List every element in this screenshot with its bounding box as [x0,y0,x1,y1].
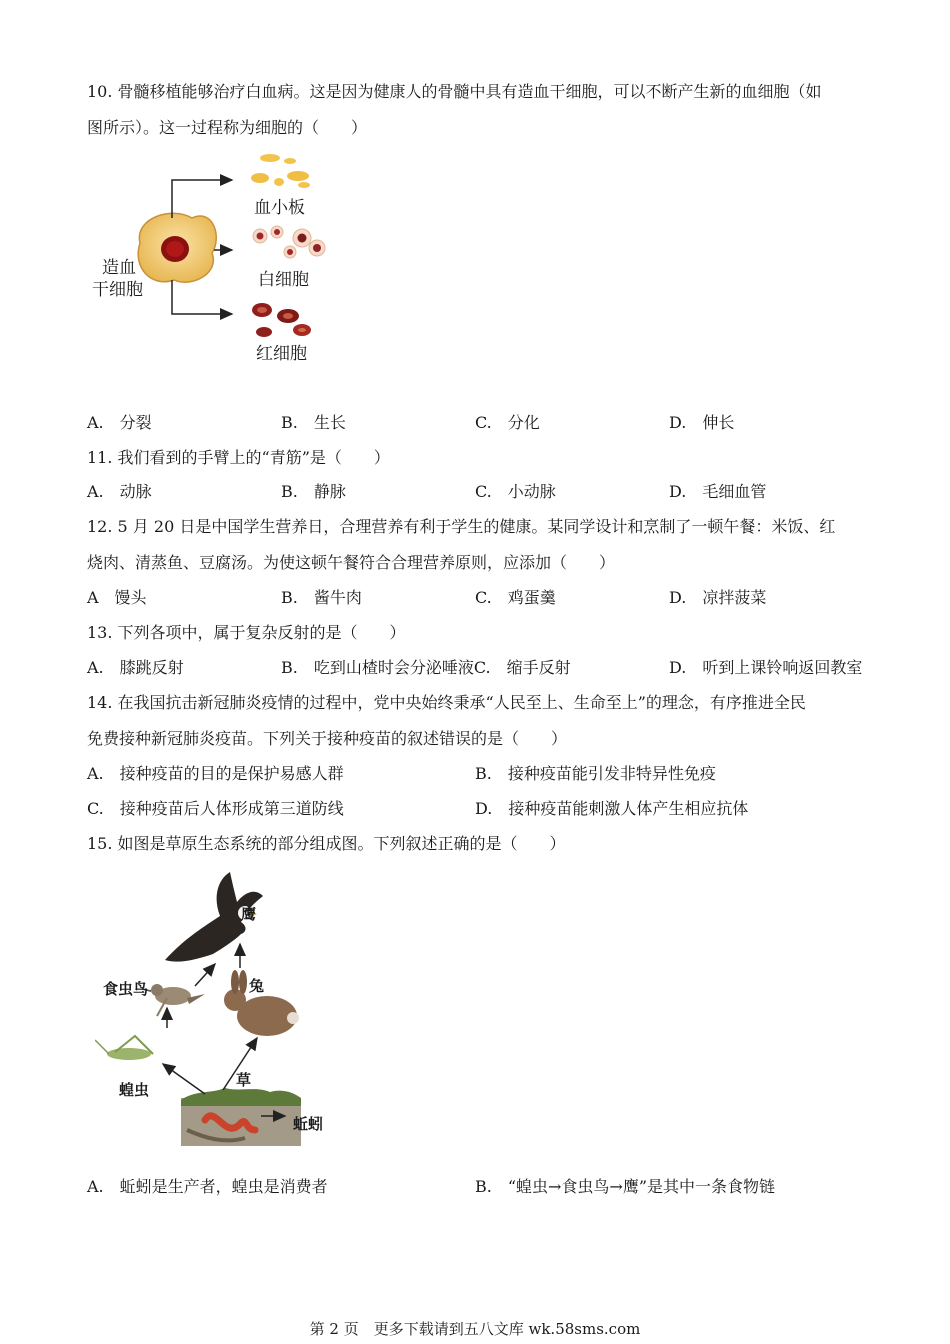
q10-stem-line2: 图所示）。这一过程称为细胞的（ ） [87,118,368,137]
q15-option-a: A. 蚯蚓是生产者，蝗虫是消费者 [87,1177,328,1196]
q11-option-b: B. 静脉 [281,482,346,501]
q11-option-d: D. 毛细血管 [669,482,767,501]
q10-stem-line1: 10. 骨髓移植能够治疗白血病。这是因为健康人的骨髓中具有造血干细胞，可以不断产生新的血细胞（如 [87,82,822,101]
q14-stem-line2: 免费接种新冠肺炎疫苗。下列关于接种疫苗的叙述错误的是（ ） [87,729,568,748]
platelet-icon [251,154,310,188]
q13-option-d: D. 听到上课铃响返回教室 [669,658,863,677]
q14-option-c: C. 接种疫苗后人体形成第三道防线 [87,799,344,818]
q15-option-b: B. “蝗虫→食虫鸟→鹰”是其中一条食物链 [475,1177,776,1196]
platelet-label: 血小板 [254,198,305,218]
q14-option-a: A. 接种疫苗的目的是保护易感人群 [87,764,344,783]
grasshopper-label: 蝗虫 [119,1081,150,1099]
q13-option-b-c: B. 吃到山楂时会分泌唾液C. 缩手反射 [281,658,571,677]
stem-cell-icon [138,213,216,282]
q12-stem-line2: 烧肉、清蒸鱼、豆腐汤。为使这顿午餐符合合理营养原则，应添加（ ） [87,553,616,572]
q14-option-b: B. 接种疫苗能引发非特异性免疫 [475,764,716,783]
q10-option-d: D. 伸长 [669,413,735,432]
q14-option-d: D. 接种疫苗能刺激人体产生相应抗体 [475,799,749,818]
q13-stem: 13. 下列各项中，属于复杂反射的是（ ） [87,623,406,642]
rabbit-label: 兔 [249,977,265,995]
q15-stem: 15. 如图是草原生态系统的部分组成图。下列叙述正确的是（ ） [87,834,566,853]
food-web-figure [95,868,355,1153]
q13-option-a: A. 膝跳反射 [87,658,184,677]
grasshopper-icon [95,1036,153,1060]
q12-option-a: A 馒头 [87,588,147,607]
red-blood-cell-icon [252,303,311,337]
q11-option-c: C. 小动脉 [475,482,556,501]
stem-cell-label-2: 干细胞 [92,280,143,300]
grass-soil-icon [181,1088,301,1146]
q11-stem: 11. 我们看到的手臂上的“青筋”是（ ） [87,448,390,467]
q12-stem-line1: 12. 5 月 20 日是中国学生营养日，合理营养有利于学生的健康。某同学设计和烹制了一顿午餐：米饭、红 [87,517,836,536]
white-blood-cell-label: 白细胞 [258,270,309,290]
q14-stem-line1: 14. 在我国抗击新冠肺炎疫情的过程中，党中央始终秉承“人民至上、生命至上”的理念，有序推进全民 [87,693,806,712]
q10-option-b: B. 生长 [281,413,346,432]
red-blood-cell-label: 红细胞 [256,344,307,364]
eagle-label: 鹰 [241,905,257,923]
q10-option-c: C. 分化 [475,413,540,432]
food-web-diagram [95,868,355,1153]
q12-option-b: B. 酱牛肉 [281,588,362,607]
bird-label: 食虫鸟 [103,980,149,998]
q12-option-c: C. 鸡蛋羹 [475,588,556,607]
q12-option-d: D. 凉拌菠菜 [669,588,767,607]
hematopoiesis-figure [92,148,352,378]
white-blood-cell-icon [253,226,325,258]
stem-cell-label-1: 造血 [102,258,136,278]
q11-option-a: A. 动脉 [87,482,152,501]
earthworm-label: 蚯蚓 [293,1115,324,1133]
q10-option-a: A. 分裂 [87,413,152,432]
grass-label: 草 [236,1071,252,1089]
page-footer: 第 2 页 更多下载请到五八文库 wk.58sms.com [309,1320,641,1338]
